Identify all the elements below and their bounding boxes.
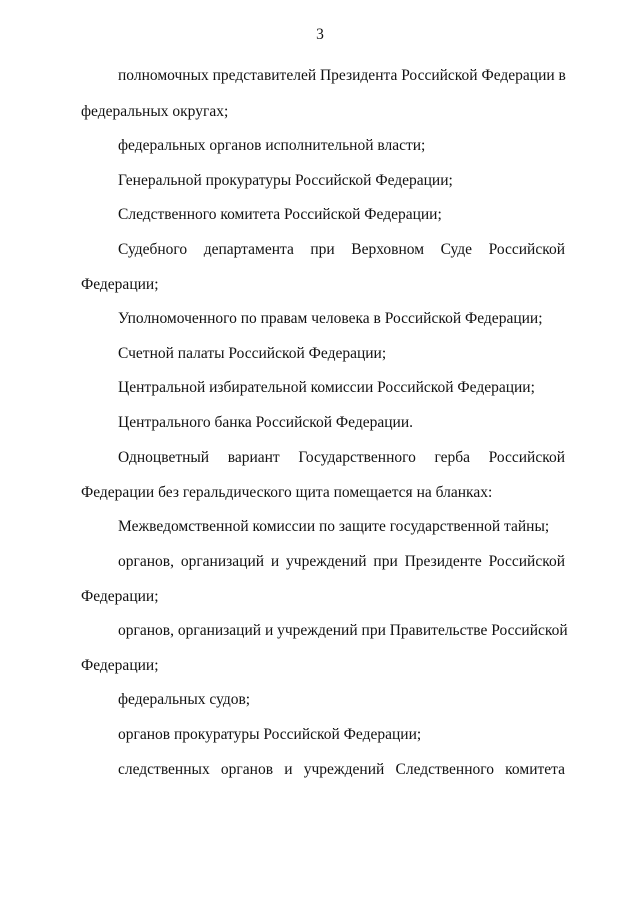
text-line: Одноцветный вариант Государственного герба Российской: [118, 449, 565, 466]
text-line: следственных органов и учреждений Следственного комитета: [118, 761, 565, 778]
page-number: 3: [316, 26, 324, 43]
text-line: Центрального банка Российской Федерации.: [118, 414, 413, 431]
text-line: органов, организаций и учреждений при Правительстве Российской: [118, 622, 568, 639]
text-line: федеральных судов;: [118, 691, 251, 708]
text-line: Федерации без геральдического щита помещается на бланках:: [81, 484, 493, 501]
text-line: полномочных представителей Президента Российской Федерации в: [118, 67, 566, 84]
text-line: федеральных органов исполнительной власти;: [118, 137, 426, 154]
text-line: Межведомственной комиссии по защите государственной тайны;: [118, 518, 550, 535]
text-line: Уполномоченного по правам человека в Российской Федерации;: [118, 310, 543, 327]
text-line: Судебного департамента при Верховном Суде Российской: [118, 241, 565, 258]
text-line: органов, организаций и учреждений при Президенте Российской: [118, 553, 565, 570]
text-line: Генеральной прокуратуры Российской Федерации;: [118, 172, 453, 189]
text-line: Федерации;: [81, 657, 159, 674]
text-line: Центральной избирательной комиссии Российской Федерации;: [118, 379, 535, 396]
text-line: Счетной палаты Российской Федерации;: [118, 345, 387, 362]
text-line: органов прокуратуры Российской Федерации;: [118, 726, 422, 743]
text-line: Федерации;: [81, 588, 159, 605]
text-line: Следственного комитета Российской Федерации;: [118, 206, 442, 223]
text-line: Федерации;: [81, 276, 159, 293]
text-line: федеральных округах;: [81, 103, 229, 120]
